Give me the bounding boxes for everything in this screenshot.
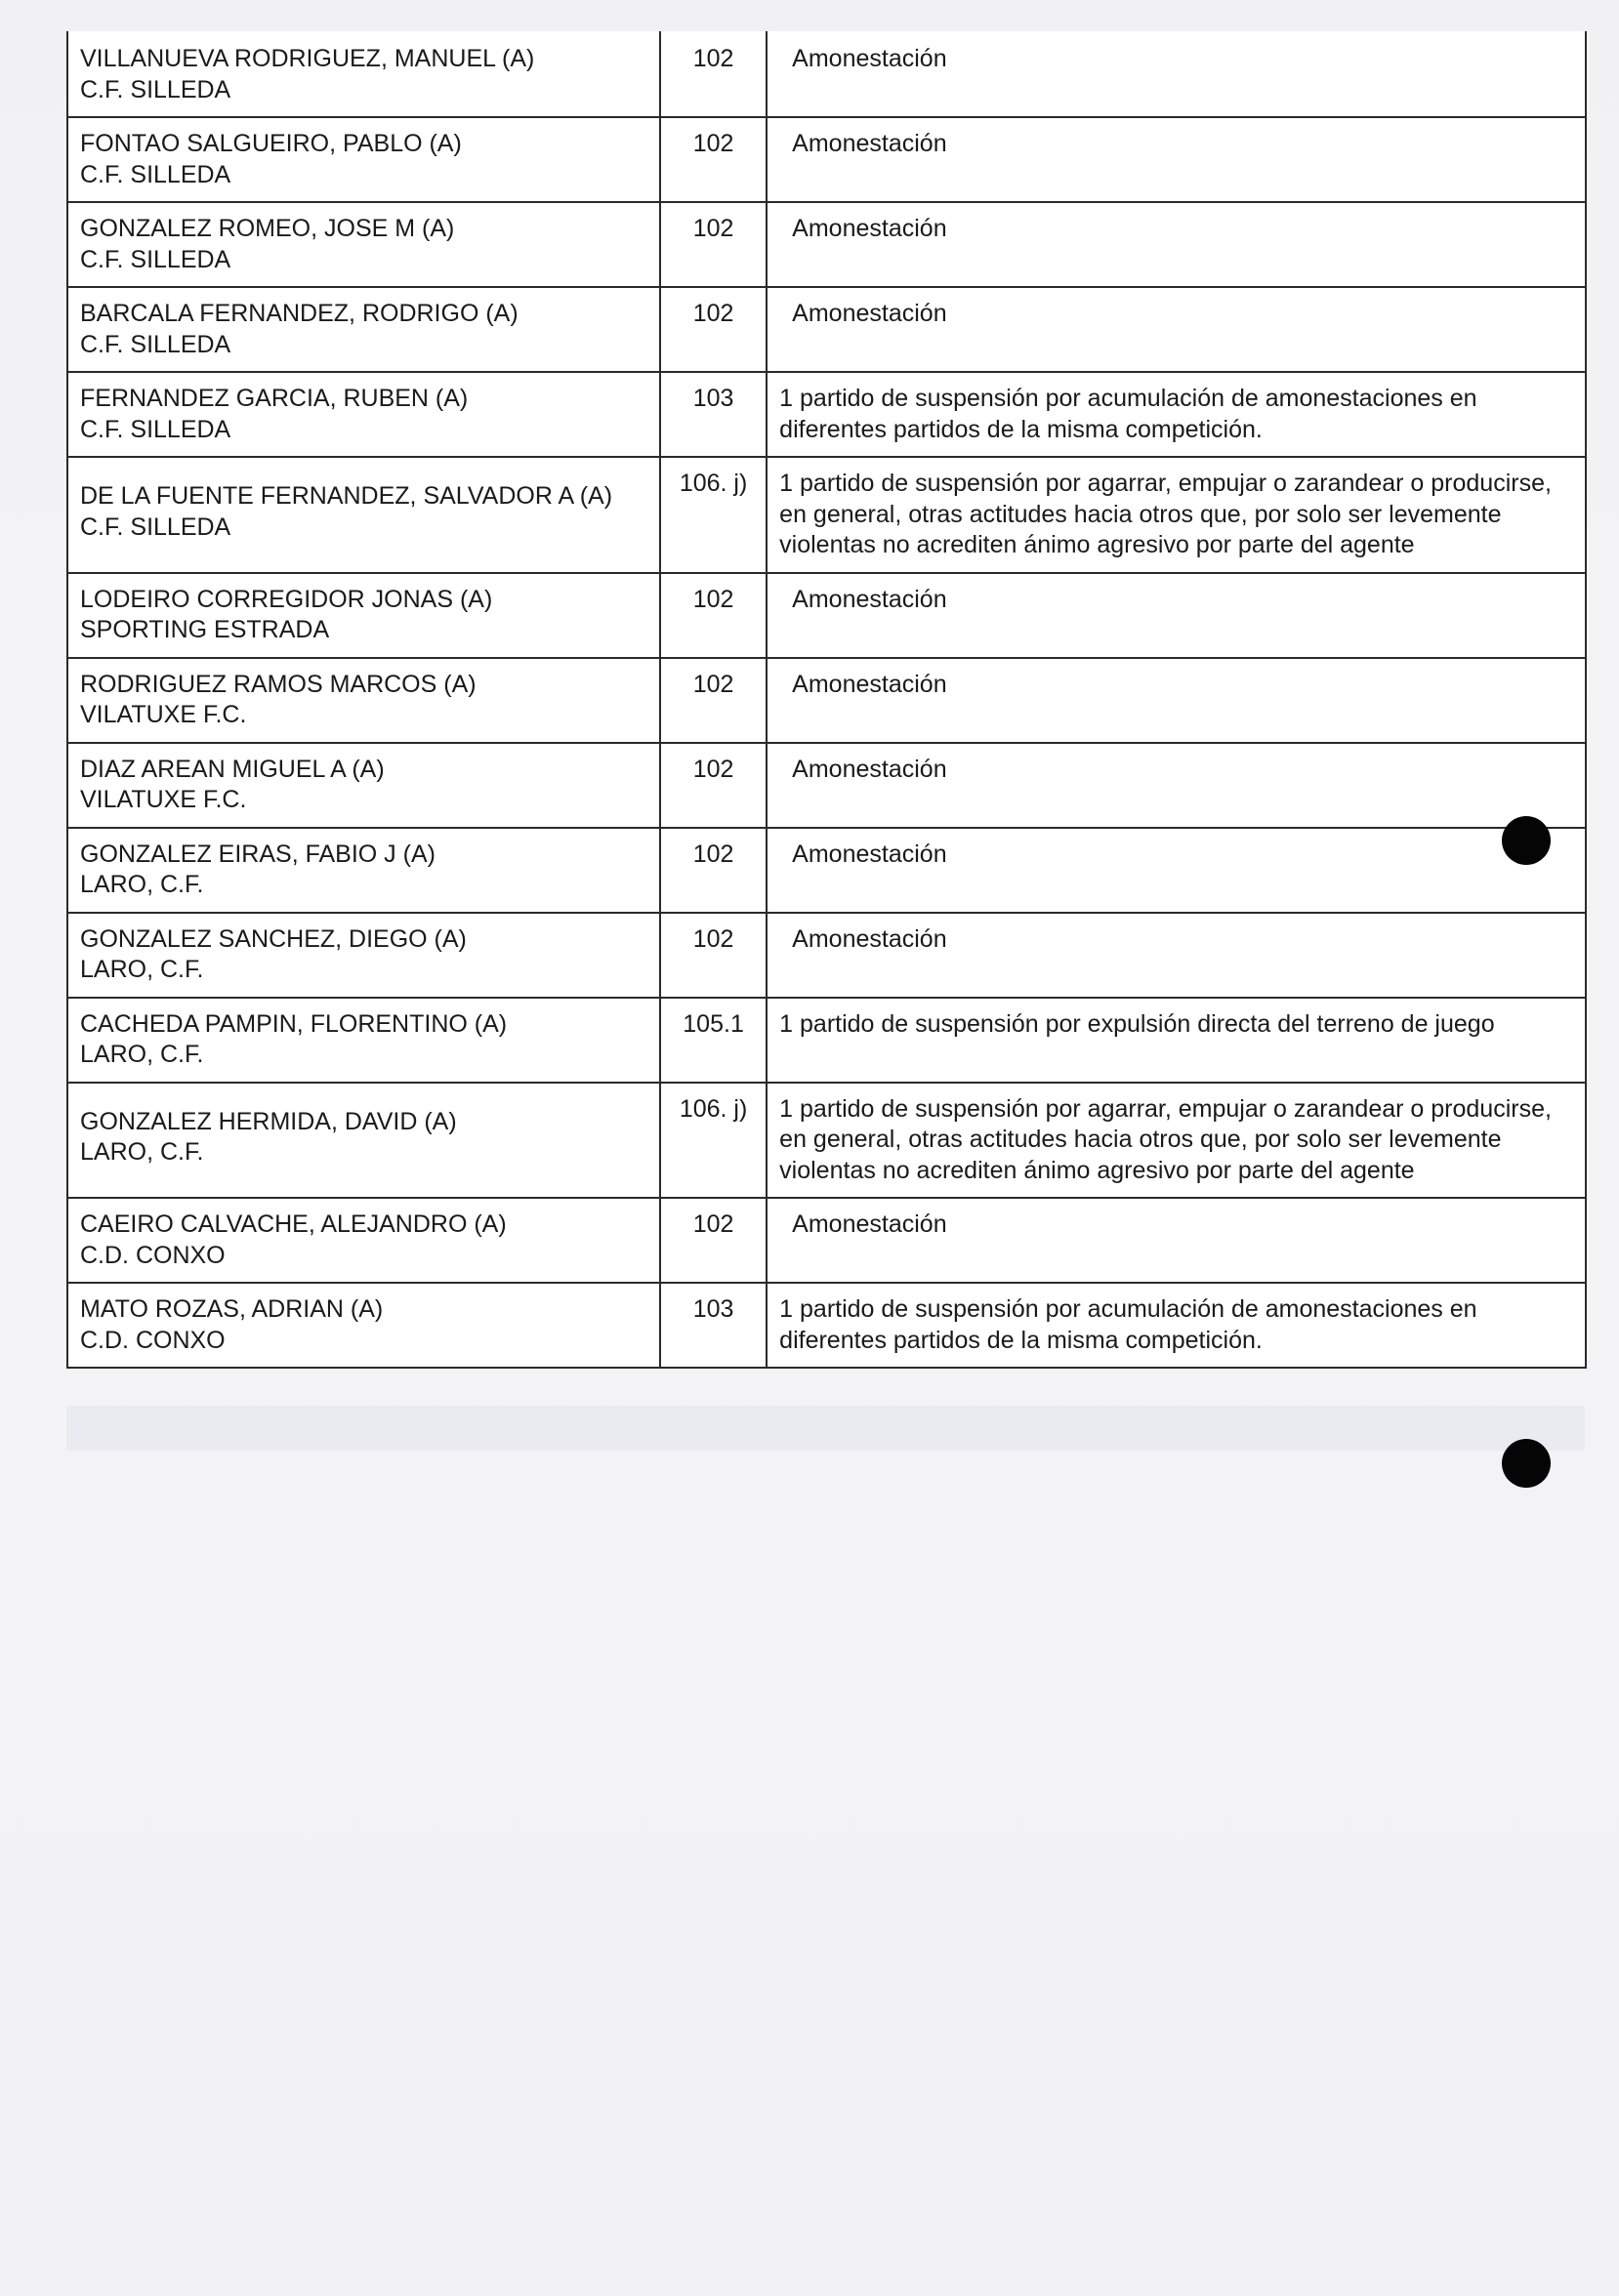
article-cell bbox=[660, 1083, 767, 1199]
sanction-text: 1 partido de suspensión por agarrar, empujar o zarandear o producirse, en general, otras actitudes hacia otros que, por solo ser levemente violentas no acrediten ánimo agresivo por parte del agente bbox=[779, 470, 1552, 558]
player-cell bbox=[67, 828, 660, 913]
sanctions-table bbox=[66, 31, 1587, 1369]
sanction-cell bbox=[767, 1083, 1586, 1199]
player-cell bbox=[67, 117, 660, 202]
article-cell bbox=[660, 202, 767, 287]
article-code: 106. j) bbox=[679, 1094, 748, 1123]
player-name: RODRIGUEZ RAMOS MARCOS (A) bbox=[80, 670, 477, 698]
article-cell bbox=[660, 372, 767, 457]
table-row bbox=[67, 998, 1586, 1083]
article-cell bbox=[660, 1283, 767, 1368]
club-name: C.F. SILLEDA bbox=[80, 330, 231, 358]
sanction-cell bbox=[767, 287, 1586, 372]
article-cell bbox=[660, 457, 767, 573]
article-code: 102 bbox=[692, 670, 734, 698]
sanction-cell bbox=[767, 573, 1586, 658]
club-name: C.F. SILLEDA bbox=[80, 245, 231, 273]
player-name: BARCALA FERNANDEZ, RODRIGO (A) bbox=[80, 300, 519, 327]
punch-hole bbox=[1502, 816, 1551, 865]
player-name: CACHEDA PAMPIN, FLORENTINO (A) bbox=[80, 1009, 508, 1038]
sanction-text: Amonestación bbox=[792, 755, 947, 783]
table-row bbox=[67, 1283, 1586, 1368]
player-cell bbox=[67, 457, 660, 573]
club-name: C.F. SILLEDA bbox=[80, 75, 231, 103]
sanction-text: Amonestación bbox=[792, 1210, 947, 1238]
sanction-text: Amonestación bbox=[792, 585, 947, 613]
sanction-cell bbox=[767, 913, 1586, 998]
player-name: DIAZ AREAN MIGUEL A (A) bbox=[80, 755, 385, 783]
sanction-text: Amonestación bbox=[792, 215, 947, 242]
article-code: 102 bbox=[692, 755, 734, 783]
table-row bbox=[67, 573, 1586, 658]
player-cell bbox=[67, 287, 660, 372]
player-name: GONZALEZ ROMEO, JOSE M (A) bbox=[80, 215, 455, 242]
table-row bbox=[67, 202, 1586, 287]
article-cell bbox=[660, 998, 767, 1083]
sanction-cell bbox=[767, 658, 1586, 743]
article-cell bbox=[660, 31, 767, 117]
club-name: C.F. SILLEDA bbox=[80, 415, 231, 443]
sanction-cell bbox=[767, 372, 1586, 457]
article-code: 102 bbox=[692, 840, 734, 868]
sanction-text: Amonestación bbox=[792, 300, 947, 327]
article-cell bbox=[660, 743, 767, 828]
sanction-cell bbox=[767, 1198, 1586, 1283]
player-cell bbox=[67, 913, 660, 998]
article-code: 102 bbox=[692, 300, 734, 327]
player-cell bbox=[67, 1083, 660, 1199]
article-code: 102 bbox=[692, 585, 734, 613]
table-row bbox=[67, 457, 1586, 573]
punch-hole bbox=[1502, 1439, 1551, 1488]
player-cell bbox=[67, 658, 660, 743]
club-name: LARO, C.F. bbox=[80, 1041, 204, 1068]
club-name: C.D. CONXO bbox=[80, 1326, 226, 1354]
club-name: LARO, C.F. bbox=[80, 956, 204, 983]
player-cell bbox=[67, 202, 660, 287]
sanction-text: 1 partido de suspensión por acumulación de amonestaciones en diferentes partidos de la misma competición. bbox=[779, 1295, 1477, 1354]
player-name: FONTAO SALGUEIRO, PABLO (A) bbox=[80, 130, 462, 157]
sanction-text: 1 partido de suspensión por expulsión directa del terreno de juego bbox=[779, 1009, 1495, 1038]
club-name: C.F. SILLEDA bbox=[80, 512, 231, 541]
sanction-cell bbox=[767, 998, 1586, 1083]
sanction-cell bbox=[767, 1283, 1586, 1368]
article-cell bbox=[660, 1198, 767, 1283]
sanction-cell bbox=[767, 743, 1586, 828]
player-name: FERNANDEZ GARCIA, RUBEN (A) bbox=[80, 385, 469, 412]
player-name: CAEIRO CALVACHE, ALEJANDRO (A) bbox=[80, 1210, 507, 1238]
club-name: VILATUXE F.C. bbox=[80, 786, 247, 813]
sanction-cell bbox=[767, 457, 1586, 573]
article-code: 103 bbox=[692, 1295, 734, 1323]
player-cell bbox=[67, 743, 660, 828]
sanction-cell bbox=[767, 828, 1586, 913]
table-row bbox=[67, 743, 1586, 828]
sanction-cell bbox=[767, 31, 1586, 117]
player-name: GONZALEZ HERMIDA, DAVID (A) bbox=[80, 1107, 457, 1135]
table-row bbox=[67, 287, 1586, 372]
article-cell bbox=[660, 913, 767, 998]
article-code: 103 bbox=[692, 385, 734, 412]
article-code: 102 bbox=[692, 1210, 734, 1238]
table-row bbox=[67, 913, 1586, 998]
article-cell bbox=[660, 828, 767, 913]
sanction-text: Amonestación bbox=[792, 45, 947, 72]
sanction-text: Amonestación bbox=[792, 130, 947, 157]
club-name: LARO, C.F. bbox=[80, 871, 204, 898]
table-row bbox=[67, 117, 1586, 202]
article-cell bbox=[660, 287, 767, 372]
sanction-cell bbox=[767, 202, 1586, 287]
table-row bbox=[67, 1198, 1586, 1283]
player-cell bbox=[67, 573, 660, 658]
article-code: 105.1 bbox=[683, 1009, 744, 1038]
table-row bbox=[67, 828, 1586, 913]
player-name: GONZALEZ EIRAS, FABIO J (A) bbox=[80, 840, 436, 868]
scan-shadow-band bbox=[66, 1406, 1585, 1451]
sanction-cell bbox=[767, 117, 1586, 202]
player-name: DE LA FUENTE FERNANDEZ, SALVADOR A (A) bbox=[80, 482, 613, 511]
article-code: 106. j) bbox=[679, 470, 748, 497]
table-row bbox=[67, 1083, 1586, 1199]
article-cell bbox=[660, 117, 767, 202]
sanction-text: Amonestación bbox=[792, 670, 947, 698]
sanction-text: 1 partido de suspensión por acumulación de amonestaciones en diferentes partidos de la misma competición. bbox=[779, 385, 1477, 443]
article-code: 102 bbox=[692, 45, 734, 72]
article-code: 102 bbox=[692, 215, 734, 242]
article-cell bbox=[660, 573, 767, 658]
player-cell bbox=[67, 998, 660, 1083]
article-code: 102 bbox=[692, 924, 734, 953]
club-name: VILATUXE F.C. bbox=[80, 701, 247, 728]
article-cell bbox=[660, 658, 767, 743]
player-name: MATO ROZAS, ADRIAN (A) bbox=[80, 1295, 384, 1323]
article-code: 102 bbox=[692, 130, 734, 157]
table-row bbox=[67, 658, 1586, 743]
table-row bbox=[67, 372, 1586, 457]
sanction-text: 1 partido de suspensión por agarrar, empujar o zarandear o producirse, en general, otras actitudes hacia otros que, por solo ser levemente violentas no acrediten ánimo agresivo por parte del agente bbox=[779, 1094, 1552, 1184]
player-cell bbox=[67, 1198, 660, 1283]
player-name: GONZALEZ SANCHEZ, DIEGO (A) bbox=[80, 924, 467, 953]
table-row bbox=[67, 31, 1586, 117]
club-name: LARO, C.F. bbox=[80, 1138, 204, 1167]
club-name: C.F. SILLEDA bbox=[80, 160, 231, 188]
player-name: LODEIRO CORREGIDOR JONAS (A) bbox=[80, 585, 493, 613]
sanction-text: Amonestación bbox=[792, 840, 947, 868]
sanction-text: Amonestación bbox=[792, 924, 947, 953]
player-name: VILLANUEVA RODRIGUEZ, MANUEL (A) bbox=[80, 45, 535, 72]
club-name: C.D. CONXO bbox=[80, 1241, 226, 1269]
player-cell bbox=[67, 31, 660, 117]
player-cell bbox=[67, 372, 660, 457]
player-cell bbox=[67, 1283, 660, 1368]
club-name: SPORTING ESTRADA bbox=[80, 616, 330, 643]
